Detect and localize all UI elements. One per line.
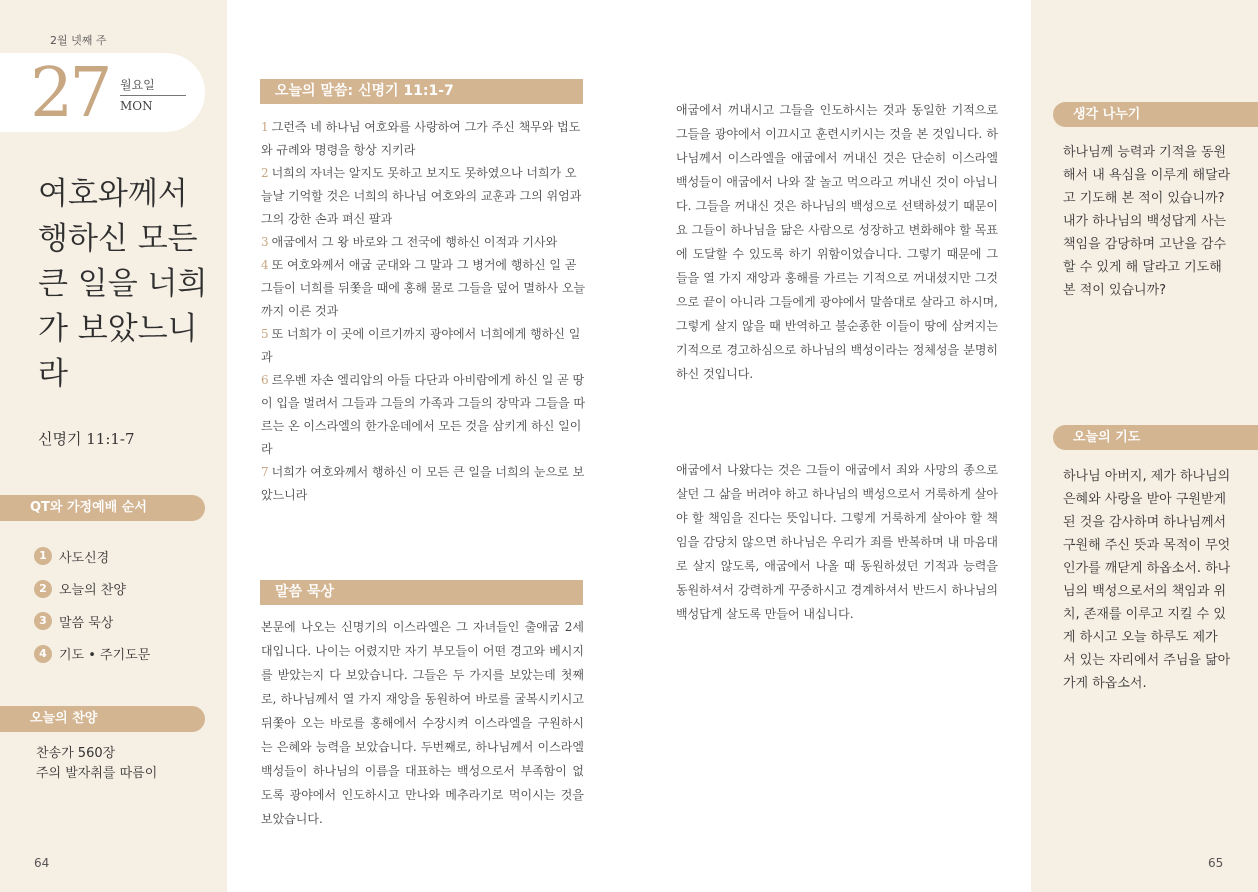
verse: [261, 254, 586, 323]
page-number-right: 65: [1208, 856, 1224, 870]
verse: [261, 461, 586, 507]
day-name-english: MON: [120, 99, 153, 113]
verse-text: 너희가 여호와께서 행하신 이 모든 큰 일을 너희의 눈으로 보았느니라: [261, 465, 585, 502]
meditation-paragraph-2: 애굽에서 꺼내시고 그들을 인도하시는 것과 동일한 기적으로 그들을 광야에서 이끄시고 훈련시키시는 것을 본 것입니다. 하나님께서 이스라엘을 애굽에서 꺼내신 것은 단순히 이스라엘 백성들이 애굽에서 나와 잘 놀고 먹으라고 꺼내신 것이 아닙니다. 그들을 꺼내신 것은 하나님의 백성으로 선택하셨기 때문이요 그들이 하나님을 닮은 사람으로 성장하고 변화해야 할 목표에 도달할 수 있도록 하기 위함이었습니다. 그렇기 때문에 그들을 열 가지 재앙과 홍해를 가르는 기적으로 꺼내셨지만 그것으로 끝이 아니라 그들에게 광야에서 말씀대로 살라고 하시며, 그렇게 살지 않을 때 반역하고 불순종한 이들이 땅에 삼켜지는 기적으로 경고하심으로 하나님의 백성이라는 정체성을 분명히 하신 것입니다.: [676, 103, 998, 381]
list-item: [34, 573, 150, 606]
week-label: 2월 넷째 주: [50, 34, 107, 47]
verse-text: 또 여호와께서 애굽 군대와 그 말과 그 병거에 행하신 일 곧 그들이 너희를 뒤쫓을 때에 홍해 물로 그들을 덮어 멸하사 오늘까지 이른 것과: [261, 258, 586, 318]
step-label: 기도 • 주기도문: [59, 648, 151, 664]
qt-order-header: QT와 가정예배 순서: [0, 495, 205, 521]
verse: [261, 323, 586, 369]
step-label: 사도신경: [59, 550, 110, 566]
verse-text: 르우벤 자손 엘리압의 아들 다단과 아비람에게 하신 일 곧 땅이 입을 벌려서 그들과 그들의 가족과 그들의 장막과 그들을 따르는 온 이스라엘의 한가운데에서 모든 것을 삼키게 하신 일이라: [261, 373, 586, 456]
verse-list: [261, 116, 586, 507]
meditation-paragraph-3: 애굽에서 나왔다는 것은 그들이 애굽에서 죄와 사망의 종으로 살던 그 삶을 버려야 하고 하나님의 백성으로서 거룩하게 살아야 할 책임을 진다는 뜻입니다. 그렇게 거룩하게 살아야 할 책임을 감당치 않으면 하나님은 우리가 죄를 반복하며 내 마음대로 살지 않도록, 애굽에서 나올 때 동원하셨던 기적과 능력을 동원하셔서 강력하게 꾸중하시고 경계하셔서 반드시 하나님의 백성답게 살도록 만들어 내십니다.: [676, 463, 998, 621]
sharing-text: 하나님께 능력과 기적을 동원해서 내 욕심을 이루게 해달라고 기도해 본 적이 있습니까? 내가 하나님의 백성답게 사는 책임을 감당하며 고난을 감수할 수 있게 해 달라고 기도해 본 적이 있습니까?: [1063, 145, 1231, 298]
verse: [261, 231, 586, 254]
hymn-header: 오늘의 찬양: [0, 706, 205, 732]
day-number: 27: [30, 54, 109, 133]
meditation-paragraph-1: 본문에 나오는 신명기의 이스라엘은 그 자녀들인 출애굽 2세대입니다. 나이는 어렸지만 자기 부모들이 어떤 경고와 베시지를 받았는지 다 보았습니다. 그들은 두 가지를 보았는데 첫째로, 하나님께서 열 가지 재앙을 동원하여 바로를 굴복시키시고 뒤쫓아 오는 바로를 홍해에서 수장시켜 이스라엘을 구원하시는 은혜와 능력을 보았습니다. 두번째로, 하나님께서 이스라엘 백성들이 하나님의 이름을 대표하는 백성으로서 부족함이 없도록 광야에서 인도하시고 만나와 메추라기로 먹이시는 것을 보았습니다.: [261, 620, 584, 826]
list-item: [34, 638, 150, 671]
hymn-number: 찬송가 560장: [36, 746, 116, 761]
verse: [261, 162, 586, 231]
step-number-badge: 4: [34, 645, 52, 663]
day-divider: [120, 95, 186, 96]
qt-order-list: [34, 540, 150, 670]
todays-word-header: 오늘의 말씀: 신명기 11:1-7: [260, 79, 583, 104]
step-label: 말씀 묵상: [59, 615, 114, 631]
prayer-text: 하나님 아버지, 제가 하나님의 은혜와 사랑을 받아 구원받게 된 것을 감사하며 하나님께서 구원해 주신 뜻과 목적이 무엇인가를 깨닫게 하옵소서. 하나님의 백성으로서의 책임과 위치, 존재를 이루고 지킬 수 있게 하시고 오늘 하루도 제가 서 있는 자리에서 주님을 닮아가게 하옵소서.: [1063, 469, 1231, 691]
verse-text: 그런즉 네 하나님 여호와를 사랑하여 그가 주신 책무와 법도와 규례와 명령을 항상 지키라: [261, 120, 581, 157]
step-number-badge: 2: [34, 580, 52, 598]
page-headline: 여호와께서 행하신 모든 큰 일을 너희가 보았느니라: [38, 176, 208, 392]
verse-number: 5: [261, 327, 269, 341]
page-number-left: 64: [34, 856, 50, 870]
list-item: [34, 540, 150, 573]
verse-text: 너희의 자녀는 알지도 못하고 보지도 못하였으나 너희가 오늘날 기억할 것은 너희의 하나님 여호와의 교훈과 그의 위엄과 그의 강한 손과 펴신 팔과: [261, 166, 582, 226]
step-number-badge: 3: [34, 612, 52, 630]
step-number-badge: 1: [34, 547, 52, 565]
prayer-header: 오늘의 기도: [1053, 425, 1258, 450]
verse-number: 3: [261, 235, 269, 249]
verse-number: 2: [261, 166, 269, 180]
verse-number: 7: [261, 465, 269, 479]
verse-number: 4: [261, 258, 269, 272]
meditation-header: 말씀 묵상: [260, 580, 583, 605]
verse-text: 또 너희가 이 곳에 이르기까지 광야에서 너희에게 행하신 일과: [261, 327, 581, 364]
verse-number: 1: [261, 120, 269, 134]
verse: [261, 116, 586, 162]
hymn-title: 주의 발자취를 따름이: [36, 766, 158, 781]
scripture-reference: 신명기 11:1-7: [38, 430, 135, 448]
verse: [261, 369, 586, 461]
list-item: [34, 605, 150, 638]
hymn-text: [36, 744, 157, 784]
day-name-korean: 월요일: [120, 78, 155, 92]
sharing-header: 생각 나누기: [1053, 102, 1258, 127]
step-label: 오늘의 찬양: [59, 583, 126, 599]
verse-number: 6: [261, 373, 269, 387]
verse-text: 애굽에서 그 왕 바로와 그 전국에 행하신 이적과 기사와: [271, 235, 558, 249]
